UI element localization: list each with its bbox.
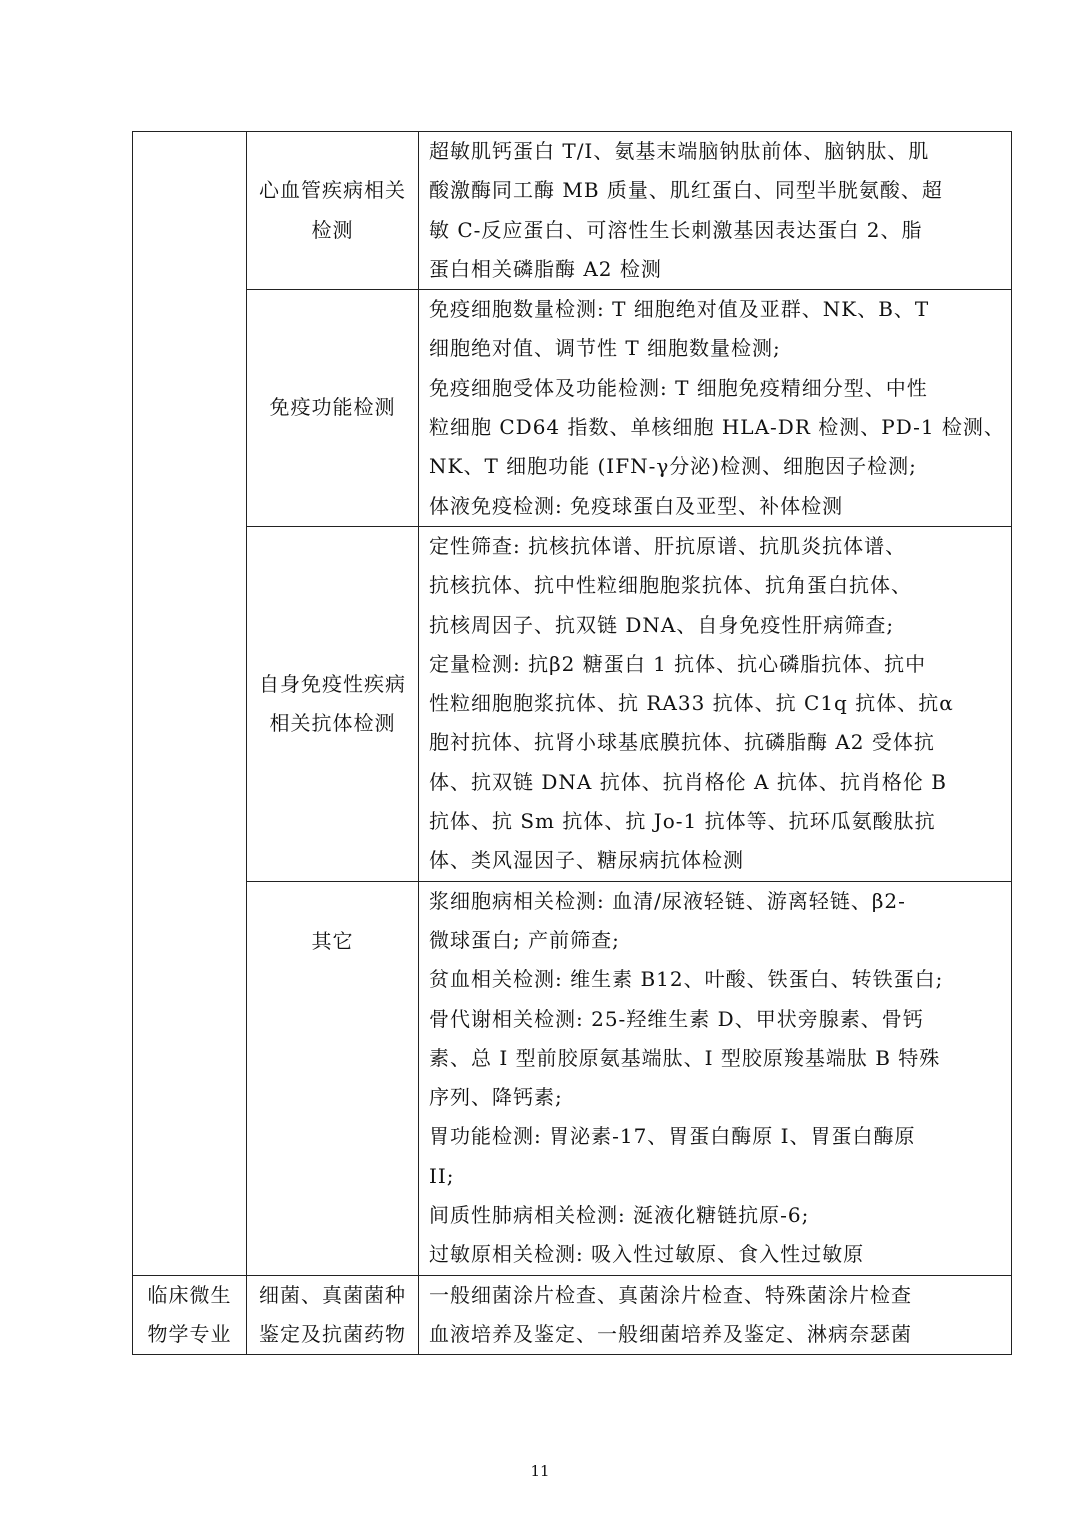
content-line: 细胞绝对值、调节性 T 细胞数量检测;: [429, 336, 781, 361]
category-line: 细菌、真菌菌种: [259, 1282, 406, 1307]
content-line: 蛋白相关磷脂酶 A2 检测: [429, 256, 662, 281]
table-row: [133, 1275, 1012, 1355]
content-line: NK、T 细胞功能 (IFN-γ分泌)检测、细胞因子检测;: [429, 454, 917, 479]
specialty-line: 临床微生: [147, 1282, 232, 1307]
content-line: 免疫细胞受体及功能检测: T 细胞免疫精细分型、中性: [429, 375, 928, 400]
specialty-cell: [133, 1275, 247, 1355]
content-line: 酸激酶同工酶 MB 质量、肌红蛋白、同型半胱氨酸、超: [429, 178, 943, 203]
content-line: 序列、降钙素;: [429, 1085, 563, 1110]
content-line: 抗核抗体、抗中性粒细胞胞浆抗体、抗角蛋白抗体、: [429, 573, 912, 598]
category-cell: [247, 1275, 419, 1355]
content-line: 抗核周因子、抗双链 DNA、自身免疫性肝病筛查;: [429, 612, 895, 637]
content-line: 血液培养及鉴定、一般细菌培养及鉴定、淋病奈瑟菌: [429, 1321, 912, 1346]
category-cell: [247, 526, 419, 881]
test-items-table: [132, 131, 1012, 1355]
table-row: [133, 526, 1012, 881]
category-line: 心血管疾病相关: [259, 178, 406, 203]
content-line: 胞衬抗体、抗肾小球基底膜抗体、抗磷脂酶 A2 受体抗: [429, 730, 935, 755]
category-cell: [247, 132, 419, 290]
content-line: II;: [429, 1163, 455, 1188]
content-line: 贫血相关检测: 维生素 B12、叶酸、铁蛋白、转铁蛋白;: [429, 967, 944, 992]
category-line: 检测: [311, 217, 354, 242]
content-line: 微球蛋白; 产前筛查;: [429, 927, 620, 952]
content-cell: [419, 1275, 1012, 1355]
content-cell: [419, 526, 1012, 881]
category-line: 自身免疫性疾病: [259, 671, 406, 696]
content-line: 素、总 I 型前胶原氨基端肽、I 型胶原羧基端肽 B 特殊: [429, 1045, 941, 1070]
content-line: 间质性肺病相关检测: 涎液化糖链抗原-6;: [429, 1203, 810, 1228]
content-line: 骨代谢相关检测: 25-羟维生素 D、甲状旁腺素、骨钙: [429, 1006, 924, 1031]
page-number: 11: [530, 1462, 550, 1480]
category-line: 其它: [311, 928, 354, 953]
content-line: 粒细胞 CD64 指数、单核细胞 HLA-DR 检测、PD-1 检测、: [429, 415, 1005, 440]
content-line: 超敏肌钙蛋白 T/I、氨基末端脑钠肽前体、脑钠肽、肌: [429, 139, 930, 163]
content-line: 性粒细胞胞浆抗体、抗 RA33 抗体、抗 C1q 抗体、抗α: [429, 691, 954, 716]
category-line: 相关抗体检测: [269, 710, 396, 735]
content-cell: [419, 881, 1012, 1275]
table-row: [133, 881, 1012, 1275]
content-line: 定量检测: 抗β2 糖蛋白 1 抗体、抗心磷脂抗体、抗中: [429, 651, 927, 676]
content-line: 敏 C-反应蛋白、可溶性生长刺激基因表达蛋白 2、脂: [429, 217, 923, 242]
content-line: 胃功能检测: 胃泌素-17、胃蛋白酶原 I、胃蛋白酶原: [429, 1124, 916, 1149]
content-line: 抗体、抗 Sm 抗体、抗 Jo-1 抗体等、抗环瓜氨酸肽抗: [429, 809, 936, 834]
content-line: 浆细胞病相关检测: 血清/尿液轻链、游离轻链、β2-: [429, 888, 906, 913]
content-line: 免疫细胞数量检测: T 细胞绝对值及亚群、NK、B、T: [429, 297, 930, 322]
content-line: 体液免疫检测: 免疫球蛋白及亚型、补体检测: [429, 493, 844, 518]
content-cell: [419, 290, 1012, 527]
content-line: 体、抗双链 DNA 抗体、抗肖格伦 A 抗体、抗肖格伦 B: [429, 769, 947, 794]
content-line: 一般细菌涂片检查、真菌涂片检查、特殊菌涂片检查: [429, 1282, 912, 1307]
content-line: 定性筛查: 抗核抗体谱、肝抗原谱、抗肌炎抗体谱、: [429, 533, 907, 558]
specialty-line: 物学专业: [147, 1321, 232, 1346]
table-row: [133, 290, 1012, 527]
content-line: 过敏原相关检测: 吸入性过敏原、食入性过敏原: [429, 1242, 865, 1267]
category-cell: [247, 881, 419, 1275]
document-table-wrapper: [132, 131, 1012, 1355]
content-line: 体、类风湿因子、糖尿病抗体检测: [429, 848, 744, 873]
category-cell: [247, 290, 419, 527]
category-line: 鉴定及抗菌药物: [259, 1321, 406, 1346]
table-row: [133, 132, 1012, 290]
category-line: 免疫功能检测: [269, 395, 396, 420]
specialty-cell-empty: [133, 132, 247, 1276]
content-cell: [419, 132, 1012, 290]
